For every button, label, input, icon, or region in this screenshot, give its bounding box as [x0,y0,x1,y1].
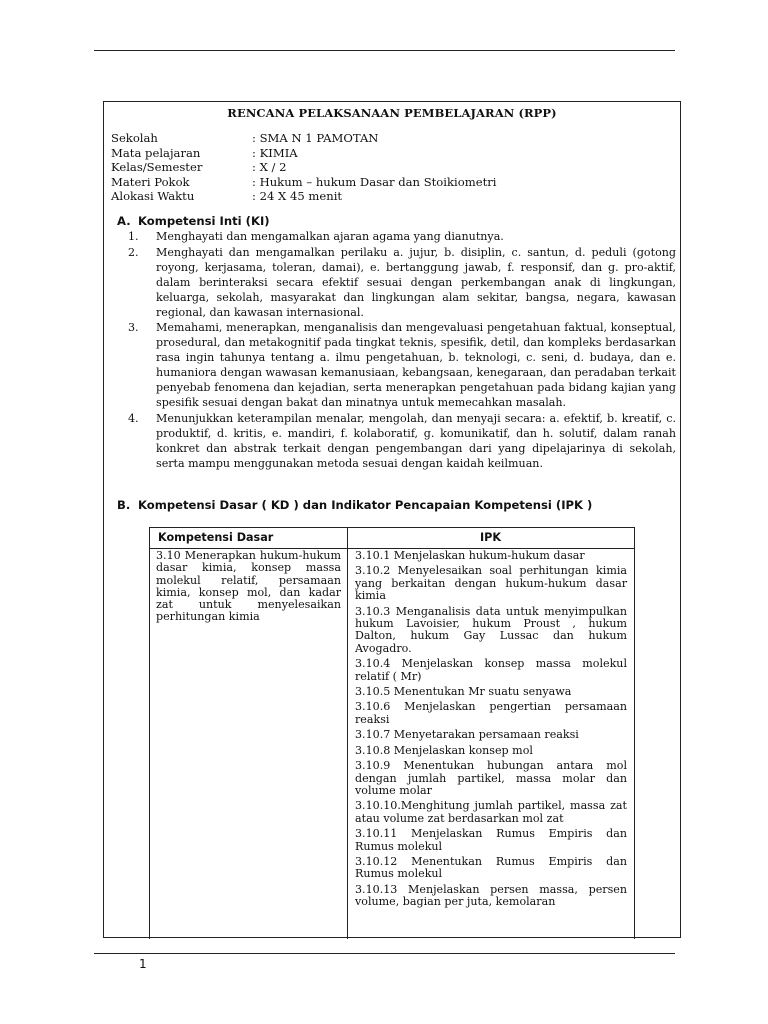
table-header-ipk: IPK [480,531,502,544]
ki-list [128,230,676,473]
section-title: Kompetensi Inti (KI) [138,214,270,228]
kd-ipk-table [149,527,635,939]
footer-rule [94,953,675,954]
identity-label: Mata pelajaran [111,145,201,160]
ipk-item: 3.10.11 Menjelaskan Rumus Empiris dan Rumus molekul [355,827,627,853]
ipk-item: 3.10.5 Menentukan Mr suatu senyawa [355,685,572,699]
identity-label: Materi Pokok [111,174,190,189]
list-text: Menghayati dan mengamalkan perilaku a. jujur, b. disiplin, c. santun, d. peduli (gotong royong, kerjasama, toleran, damai), e. bertanggung jawab, f. responsif, dan g. pro-aktif, dalam berinteraksi secara efektif sesuai dengan perkembangan anak di lingkungan, keluarga, sekolah, masyarakat dan lingkungan alam sekitar, bangsa, negara, kawasan regional, dan kawasan internasional. [156,245,676,319]
ipk-item: 3.10.2 Menyelesaikan soal perhitungan kimia yang berkaitan dengan hukum-hukum dasar kimia [355,564,627,603]
ipk-item: 3.10.12 Menentukan Rumus Empiris dan Rumus molekul [355,854,627,881]
kd-cell: 3.10 Menerapkan hukum-hukum dasar kimia, konsep massa molekul relatif, persamaan kimia, konsep mol, dan kadar zat untuk menyelesaikan perhitungan kimia [156,549,341,624]
ipk-item: 3.10.10.Menghitung jumlah partikel, massa zat atau volume zat berdasarkan mol zat [355,799,627,825]
ipk-item: 3.10.4 Menjelaskan konsep massa molekul relatif ( Mr) [355,657,627,683]
header-rule [94,50,675,51]
identity-label: Sekolah [111,131,158,145]
list-item [128,230,676,245]
ipk-item: 3.10.8 Menjelaskan konsep mol [355,743,533,757]
identity-value: : SMA N 1 PAMOTAN [252,131,379,145]
ipk-item: 3.10.1 Menjelaskan hukum-hukum dasar [355,549,585,562]
document-title: RENCANA PELAKSANAAN PEMBELAJARAN (RPP) [227,106,557,120]
section-a-heading [117,214,270,228]
table-header-kd: Kompetensi Dasar [158,531,274,544]
list-item [128,246,676,321]
identity-label: Kelas/Semester [111,160,203,175]
identity-row-class [111,160,496,175]
list-text: Menunjukkan keterampilan menalar, mengolah, dan menyaji secara: a. efektif, b. kreatif, c. produktif, d. kritis, e. mandiri, f. kolaboratif, g. komunikatif, dan h. solutif, dalam ranah konkret dan abstrak terkait dengan pengembangan dari yang dipelajarinya di sekolah, serta mampu menggunakan metoda sesuai dengan kaidah keilmuan. [156,411,676,470]
list-item [128,412,676,472]
identity-row-school [111,131,496,146]
list-number: 2. [128,245,139,259]
identity-value: : X / 2 [252,160,287,175]
identity-value: : 24 X 45 menit [252,189,343,204]
list-text: Memahami, menerapkan, menganalisis dan mengevaluasi pengetahuan faktual, konseptual, prosedural, dan metakognitif pada tingkat teknis, spesifik, detil, dan kompleks berdasarkan rasa ingin tahunya tentang a. ilmu pengetahuan, b. teknologi, c. seni, d. budaya, dan e. humaniora dengan wawasan kemanusiaan, kebangsaan, kenegaraan, dan peradaban terkait penyebab fenomena dan kejadian, serta menerapkan pengetahuan pada bidang kajian yang spesifik sesuai dengan bakat dan minatnya untuk memecahkan masalah. [156,321,676,409]
section-letter: B. [117,498,131,512]
ipk-cell [355,550,627,912]
section-letter: A. [117,214,131,228]
identity-value: : Hukum – hukum Dasar dan Stoikiometri [252,174,497,189]
ipk-item: 3.10.13 Menjelaskan persen massa, persen volume, bagian per juta, kemolaran [355,882,627,909]
document-frame [103,101,681,938]
identity-value: : KIMIA [252,145,298,160]
list-number: 3. [128,321,139,335]
section-b-heading [117,498,592,512]
table-header-row [150,528,634,549]
column-divider [347,528,348,939]
identity-row-topic [111,175,496,190]
list-text: Menghayati dan mengamalkan ajaran agama yang dianutnya. [156,230,504,243]
list-item [128,321,676,410]
identity-row-subject [111,146,496,161]
identity-row-time [111,189,496,204]
ipk-item: 3.10.7 Menyetarakan persamaan reaksi [355,728,579,742]
page-number: 1 [139,957,147,971]
identity-label: Alokasi Waktu [111,189,195,204]
section-title: Kompetensi Dasar ( KD ) dan Indikator Pencapaian Kompetensi (IPK ) [138,498,593,512]
ipk-item: 3.10.6 Menjelaskan pengertian persamaan reaksi [355,700,627,726]
list-number: 1. [128,230,139,243]
ipk-item: 3.10.9 Menentukan hubungan antara mol dengan jumlah partikel, massa molar dan volume molar [355,759,627,797]
ipk-item: 3.10.3 Menganalisis data untuk menyimpulkan hukum Lavoisier, hukum Proust , hukum Dalton, hukum Gay Lussac dan hukum Avogadro. [355,604,627,655]
identity-block [111,131,496,204]
list-number: 4. [128,411,139,425]
